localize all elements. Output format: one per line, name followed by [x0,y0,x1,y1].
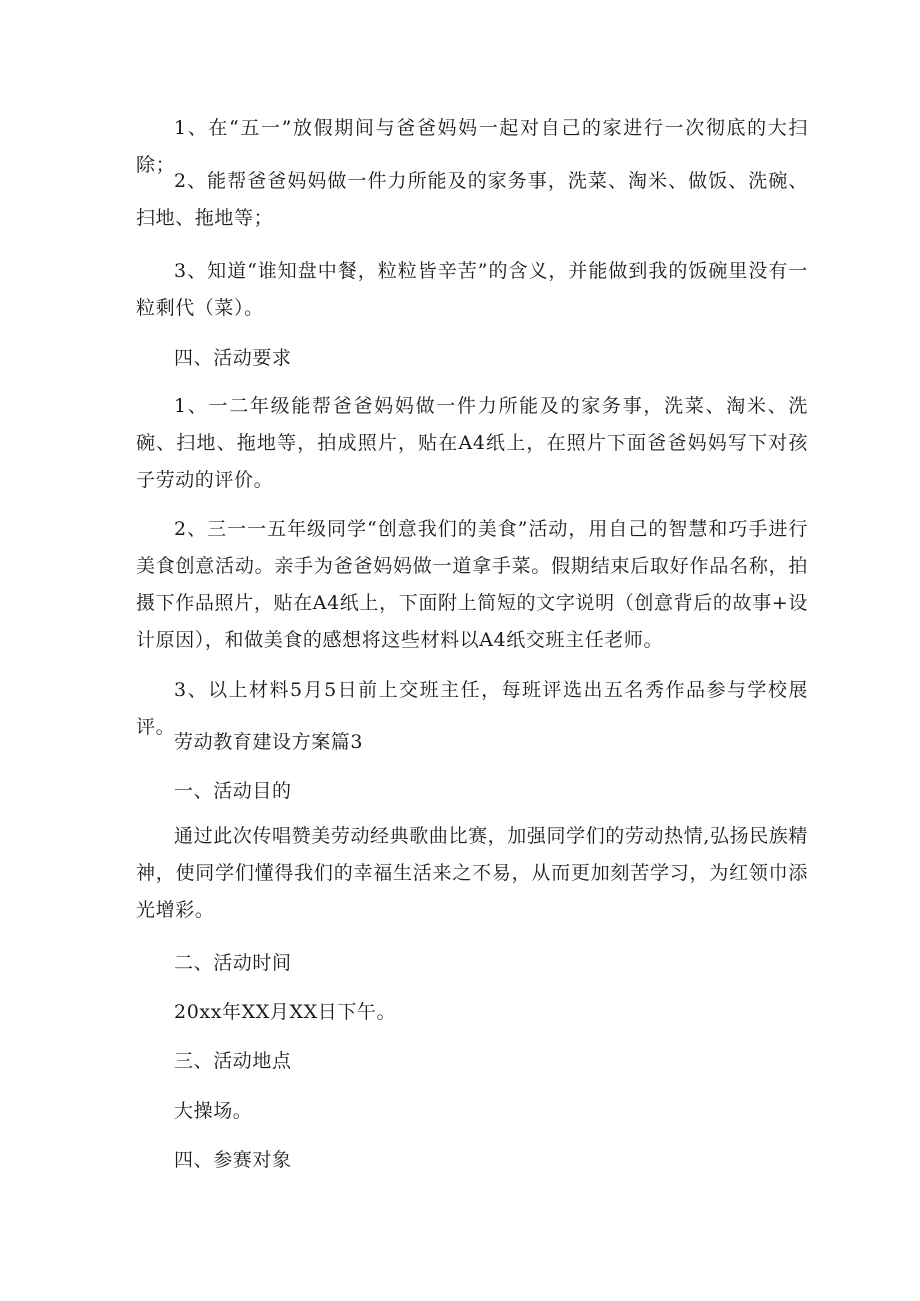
heading-activity-time: 二、活动时间 [174,952,292,974]
heading-activity-purpose: 一、活动目的 [174,780,292,802]
heading-activity-place: 三、活动地点 [174,1050,292,1072]
paragraph-grade-1-2: 1、一二年级能帮爸爸妈妈做一件力所能及的家务事，洗菜、淘米、洗碗、扫地、拖地等，拍成照片，贴在A4纸上，在照片下面爸爸妈妈写下对孩子劳动的评价。 [136,395,808,491]
heading-plan-3: 劳动教育建设方案篇3 [174,731,364,753]
heading-participants: 四、参赛对象 [174,1149,292,1171]
paragraph-activity-place: 大操场。 [174,1100,253,1122]
heading-activity-requirements: 四、活动要求 [174,347,292,369]
paragraph-grade-3-5: 2、三一一五年级同学“创意我们的美食”活动，用自己的智慧和巧手进行美食创意活动。亲手为爸爸妈妈做一道拿手菜。假期结束后取好作品名称，拍摄下作品照片，贴在A4纸上，下面附上简短的文字说明（创意背后的故事+设计原因），和做美食的感想将这些材料以A4纸交班主任老师。 [136,518,808,651]
paragraph-meaning: 3、知道“谁知盘中餐，粒粒皆辛苦”的含义，并能做到我的饭碗里没有一粒剩代（菜）。 [136,260,808,319]
paragraph-purpose: 通过此次传唱赞美劳动经典歌曲比赛，加强同学们的劳动热情,弘扬民族精神，使同学们懂得我们的幸福生活来之不易，从而更加刻苦学习，为红领巾添光增彩。 [136,825,808,921]
paragraph-housework: 2、能帮爸爸妈妈做一件力所能及的家务事，洗菜、淘米、做饭、洗碗、扫地、拖地等； [136,170,808,229]
paragraph-submission: 3、以上材料5月5日前上交班主任，每班评选出五名秀作品参与学校展评。 [136,679,808,738]
paragraph-activity-time: 20xx年XX月XX日下午。 [174,1001,397,1023]
paragraph-cleaning: 1、在“五一”放假期间与爸爸妈妈一起对自己的家进行一次彻底的大扫除； [136,117,808,176]
